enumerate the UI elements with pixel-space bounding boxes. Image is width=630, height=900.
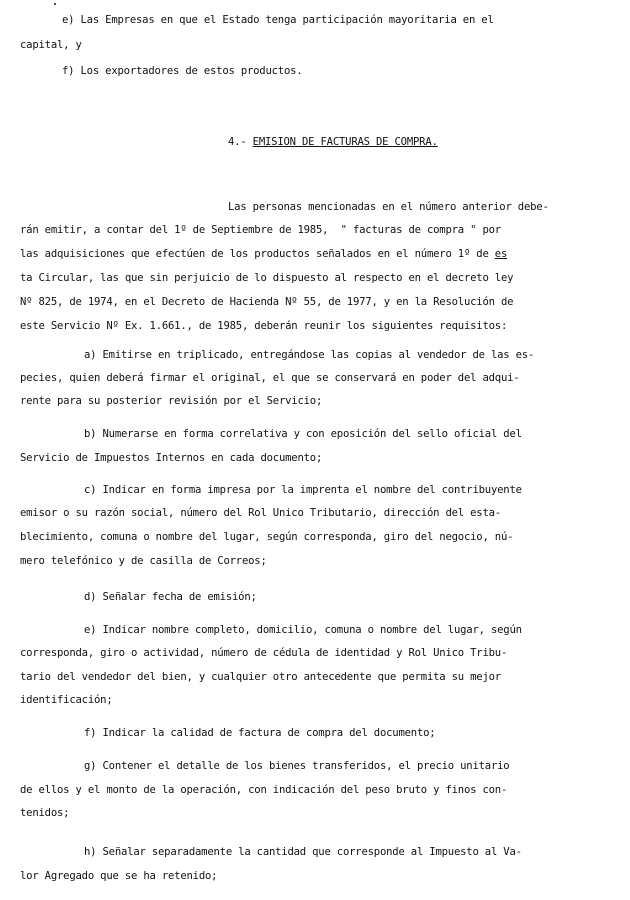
text-line: c) Indicar en forma impresa por la imprenta el nombre del contribuyente xyxy=(84,484,522,496)
text-line: a) Emitirse en triplicado, entregándose las copias al vendedor de las es- xyxy=(84,349,535,361)
text-line: f) Indicar la calidad de factura de compra del documento; xyxy=(84,727,436,739)
section-number: 4.- xyxy=(228,136,247,148)
text-line: tenidos; xyxy=(20,807,70,819)
text-line: Las personas mencionadas en el número anterior debe- xyxy=(228,201,549,213)
text-line: g) Contener el detalle de los bienes transferidos, el precio unitario xyxy=(84,760,510,772)
section-title: EMISION DE FACTURAS DE COMPRA. xyxy=(252,136,438,148)
underlined-fragment: es xyxy=(494,248,508,260)
scan-speck xyxy=(54,3,56,5)
text-line: rente para su posterior revisión por el Servicio; xyxy=(20,395,323,407)
text-line: emisor o su razón social, número del Rol Unico Tributario, dirección del esta- xyxy=(20,507,501,519)
text-line: mero telefónico y de casilla de Correos; xyxy=(20,555,267,567)
text-line: f) Los exportadores de estos productos. xyxy=(62,65,303,77)
text-line: de ellos y el monto de la operación, con indicación del peso bruto y finos con- xyxy=(20,784,508,796)
text-line: las adquisiciones que efectúen de los productos señalados en el número 1º de es xyxy=(20,248,508,260)
text-line: rán emitir, a contar del 1º de Septiembre de 1985, " facturas de compra " por xyxy=(20,224,501,236)
text-line: ta Circular, las que sin perjuicio de lo dispuesto al respecto en el decreto ley xyxy=(20,272,514,284)
text-line: blecimiento, comuna o nombre del lugar, según corresponda, giro del negocio, nú- xyxy=(20,531,514,543)
text-line: e) Las Empresas en que el Estado tenga participación mayoritaria en el xyxy=(62,14,494,26)
text-line: e) Indicar nombre completo, domicilio, comuna o nombre del lugar, según xyxy=(84,624,522,636)
text-line: capital, y xyxy=(20,39,82,51)
section-heading xyxy=(228,135,438,149)
text-line: Servicio de Impuestos Internos en cada documento; xyxy=(20,452,323,464)
text-line: lor Agregado que se ha retenido; xyxy=(20,870,218,882)
text-line: este Servicio Nº Ex. 1.661., de 1985, deberán reunir los siguientes requisitos: xyxy=(20,320,508,332)
text-line: h) Señalar separadamente la cantidad que corresponde al Impuesto al Va- xyxy=(84,846,522,858)
text-line: identificación; xyxy=(20,694,113,706)
text-line: Nº 825, de 1974, en el Decreto de Hacienda Nº 55, de 1977, y en la Resolución de xyxy=(20,296,514,308)
text-line: corresponda, giro o actividad, número de cédula de identidad y Rol Unico Tribu- xyxy=(20,647,508,659)
text-line: pecies, quien deberá firmar el original, el que se conservará en poder del adqui- xyxy=(20,372,520,384)
text-line: b) Numerarse en forma correlativa y con eposición del sello oficial del xyxy=(84,428,522,440)
text-line: d) Señalar fecha de emisión; xyxy=(84,591,257,603)
text-line: tario del vendedor del bien, y cualquier otro antecedente que permita su mejor xyxy=(20,671,501,683)
